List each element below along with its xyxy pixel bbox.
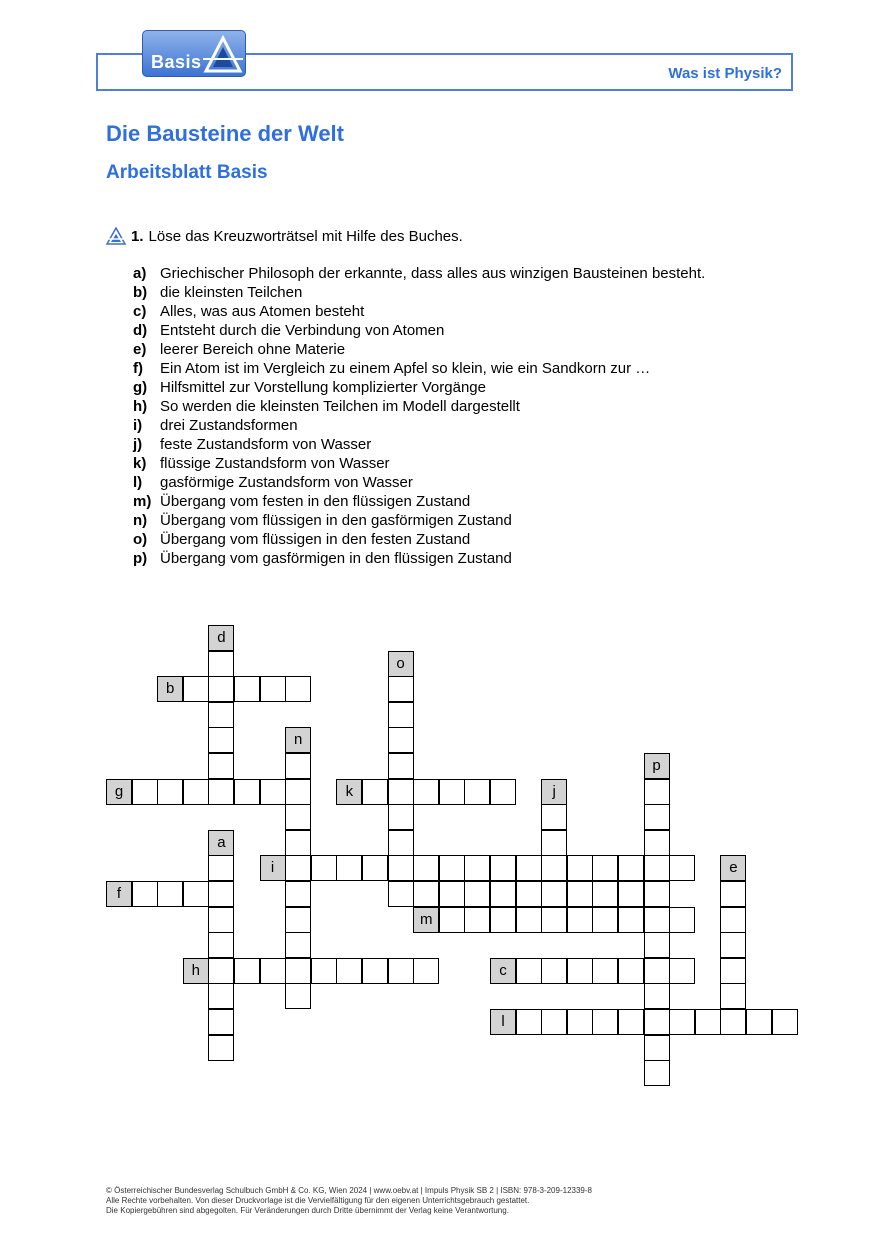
- crossword-cell: [388, 804, 414, 830]
- crossword-cell: [285, 676, 311, 702]
- crossword-cell: [541, 830, 567, 856]
- crossword-cell: [516, 855, 542, 881]
- crossword-cell: [516, 958, 542, 984]
- clue-letter: i): [133, 417, 143, 434]
- page-subtitle: Arbeitsblatt Basis: [106, 162, 268, 183]
- crossword-cell: [260, 958, 286, 984]
- header-subject: Was ist Physik?: [668, 65, 782, 82]
- clue-text: Griechischer Philosoph der erkannte, dass alles aus winzigen Bausteinen besteht.: [160, 265, 706, 282]
- crossword-cell: [413, 855, 439, 881]
- clue-letter: a): [133, 265, 147, 282]
- crossword-cell: [362, 958, 388, 984]
- crossword-cell: [618, 881, 644, 907]
- crossword-cell: [669, 1009, 695, 1035]
- crossword-cell: [567, 958, 593, 984]
- crossword-cell: [516, 907, 542, 933]
- crossword-cell: [592, 855, 618, 881]
- clue-label-cell-g: g: [106, 779, 132, 805]
- clue-label-cell-e: e: [720, 855, 746, 881]
- crossword-cell: [208, 676, 234, 702]
- crossword-cell: [669, 958, 695, 984]
- crossword-cell: [618, 907, 644, 933]
- crossword-cell: [618, 1009, 644, 1035]
- crossword-cell: [439, 881, 465, 907]
- crossword-cell: [490, 779, 516, 805]
- crossword-cell: [208, 753, 234, 779]
- crossword-cell: [208, 907, 234, 933]
- footer-copyright: [106, 1186, 592, 1216]
- clue-item: [133, 416, 705, 435]
- clue-item: [133, 283, 705, 302]
- crossword-cell: [541, 855, 567, 881]
- crossword-cell: [208, 1035, 234, 1061]
- clue-text: Alles, was aus Atomen besteht: [160, 303, 365, 320]
- crossword-cell: [362, 779, 388, 805]
- crossword-cell: [439, 907, 465, 933]
- clue-label-cell-m: m: [413, 907, 439, 933]
- clue-label-cell-k: k: [336, 779, 362, 805]
- crossword-cell: [541, 804, 567, 830]
- crossword-cell: [644, 932, 670, 958]
- clue-text: feste Zustandsform von Wasser: [160, 436, 372, 453]
- crossword-cell: [234, 676, 260, 702]
- clue-text: flüssige Zustandsform von Wasser: [160, 455, 390, 472]
- clue-item: [133, 530, 705, 549]
- crossword-cell: [285, 779, 311, 805]
- crossword-cell: [260, 676, 286, 702]
- clue-label-cell-h: h: [183, 958, 209, 984]
- crossword-cell: [516, 1009, 542, 1035]
- task-number: 1.: [131, 227, 144, 245]
- crossword-cell: [618, 958, 644, 984]
- crossword-cell: [285, 753, 311, 779]
- crossword-cell: [644, 907, 670, 933]
- crossword-cell: [285, 855, 311, 881]
- crossword-cell: [644, 1035, 670, 1061]
- crossword-cell: [644, 958, 670, 984]
- clue-letter: d): [133, 322, 148, 339]
- crossword-cell: [388, 753, 414, 779]
- crossword-cell: [285, 830, 311, 856]
- crossword-cell: [208, 1009, 234, 1035]
- clue-item: [133, 378, 705, 397]
- crossword-cell: [336, 855, 362, 881]
- footer-line: Die Kopiergebühren sind abgegolten. Für Veränderungen durch Dritte übernimmt der Verlag keine Verantwortung.: [106, 1206, 509, 1215]
- clue-item: [133, 435, 705, 454]
- clue-item: [133, 549, 705, 568]
- crossword-cell: [720, 907, 746, 933]
- clue-item: [133, 511, 705, 530]
- clue-text: Übergang vom festen in den flüssigen Zustand: [160, 493, 471, 510]
- clue-item: [133, 397, 705, 416]
- clue-letter: p): [133, 550, 148, 567]
- crossword-cell: [695, 1009, 721, 1035]
- clue-letter: g): [133, 379, 148, 396]
- clue-letter: f): [133, 360, 143, 377]
- crossword-cell: [388, 727, 414, 753]
- crossword-cell: [336, 958, 362, 984]
- crossword-cell: [746, 1009, 772, 1035]
- crossword-cell: [285, 932, 311, 958]
- clue-label-cell-d: d: [208, 625, 234, 651]
- crossword-cell: [183, 676, 209, 702]
- crossword-cell: [644, 881, 670, 907]
- clue-text: So werden die kleinsten Teilchen im Modell dargestellt: [160, 398, 520, 415]
- clue-letter: k): [133, 455, 147, 472]
- clue-letter: c): [133, 303, 147, 320]
- crossword-cell: [208, 702, 234, 728]
- footer-line: © Österreichischer Bundesverlag Schulbuch GmbH & Co. KG, Wien 2024 | www.oebv.at | Impuls Physik SB 2 | ISBN: 978-3-209-12339-8: [106, 1186, 592, 1195]
- crossword-cell: [464, 881, 490, 907]
- crossword-cell: [592, 1009, 618, 1035]
- crossword-cell: [208, 881, 234, 907]
- crossword-cell: [285, 958, 311, 984]
- crossword-cell: [362, 855, 388, 881]
- clue-text: Entsteht durch die Verbindung von Atomen: [160, 322, 445, 339]
- clue-text: Ein Atom ist im Vergleich zu einem Apfel so klein, wie ein Sandkorn zur …: [160, 360, 651, 377]
- crossword-cell: [644, 1060, 670, 1086]
- crossword-cell: [439, 855, 465, 881]
- clue-letter: l): [133, 474, 143, 491]
- clue-label-cell-b: b: [157, 676, 183, 702]
- crossword-cell: [388, 676, 414, 702]
- clue-letter: b): [133, 284, 148, 301]
- crossword-cell: [720, 881, 746, 907]
- crossword-cell: [132, 881, 158, 907]
- crossword-cell: [208, 779, 234, 805]
- crossword-cell: [234, 779, 260, 805]
- crossword-cell: [464, 855, 490, 881]
- crossword-cell: [388, 779, 414, 805]
- clue-letter: o): [133, 531, 148, 548]
- clue-text: Übergang vom flüssigen in den festen Zustand: [160, 531, 471, 548]
- crossword-cell: [644, 804, 670, 830]
- clue-item: [133, 492, 705, 511]
- clue-item: [133, 302, 705, 321]
- crossword-cell: [311, 855, 337, 881]
- crossword-cell: [388, 702, 414, 728]
- crossword-cell: [208, 983, 234, 1009]
- crossword-cell: [644, 855, 670, 881]
- crossword-cell: [644, 830, 670, 856]
- crossword-cell: [157, 779, 183, 805]
- crossword-cell: [669, 855, 695, 881]
- crossword-cell: [644, 779, 670, 805]
- crossword-cell: [183, 779, 209, 805]
- clue-letter: h): [133, 398, 148, 415]
- crossword-cell: [567, 1009, 593, 1035]
- clue-text: leerer Bereich ohne Materie: [160, 341, 346, 358]
- crossword-cell: [388, 958, 414, 984]
- clue-list: [133, 264, 705, 568]
- crossword-cell: [644, 1009, 670, 1035]
- crossword-cell: [311, 958, 337, 984]
- clue-letter: m): [133, 493, 152, 510]
- clue-item: [133, 454, 705, 473]
- crossword-cell: [720, 932, 746, 958]
- crossword-cell: [208, 855, 234, 881]
- crossword-cell: [516, 881, 542, 907]
- crossword-cell: [388, 830, 414, 856]
- footer-line: Alle Rechte vorbehalten. Von dieser Druckvorlage ist die Vervielfältigung für den eigenen Unterrichtsgebrauch gestattet.: [106, 1196, 530, 1205]
- crossword-cell: [413, 881, 439, 907]
- basis-level-icon: [106, 227, 126, 245]
- crossword-cell: [464, 907, 490, 933]
- clue-text: drei Zustandsformen: [160, 417, 298, 434]
- crossword-cell: [413, 779, 439, 805]
- clue-text: die kleinsten Teilchen: [160, 284, 303, 301]
- clue-item: [133, 340, 705, 359]
- crossword-cell: [567, 907, 593, 933]
- clue-letter: j): [133, 436, 143, 453]
- crossword-cell: [388, 855, 414, 881]
- crossword-cell: [592, 907, 618, 933]
- clue-item: [133, 359, 705, 378]
- crossword-cell: [234, 958, 260, 984]
- crossword-cell: [541, 1009, 567, 1035]
- crossword-cell: [157, 881, 183, 907]
- crossword-cell: [592, 881, 618, 907]
- crossword-cell: [208, 958, 234, 984]
- clue-label-cell-a: a: [208, 830, 234, 856]
- clue-label-cell-n: n: [285, 727, 311, 753]
- basis-logo: [142, 30, 246, 77]
- clue-label-cell-f: f: [106, 881, 132, 907]
- clue-text: Übergang vom flüssigen in den gasförmigen Zustand: [160, 512, 512, 529]
- crossword-cell: [618, 855, 644, 881]
- crossword-cell: [541, 881, 567, 907]
- crossword-cell: [720, 1009, 746, 1035]
- crossword-cell: [567, 855, 593, 881]
- crossword-cell: [413, 958, 439, 984]
- crossword-cell: [567, 881, 593, 907]
- clue-item: [133, 264, 705, 283]
- clue-label-cell-c: c: [490, 958, 516, 984]
- crossword-cell: [285, 907, 311, 933]
- crossword-cell: [592, 958, 618, 984]
- clue-label-cell-i: i: [260, 855, 286, 881]
- clue-text: gasförmige Zustandsform von Wasser: [160, 474, 413, 491]
- clue-letter: n): [133, 512, 148, 529]
- task-instruction: [106, 227, 463, 245]
- clue-item: [133, 473, 705, 492]
- clue-text: Hilfsmittel zur Vorstellung komplizierter Vorgänge: [160, 379, 486, 396]
- page-title: Die Bausteine der Welt: [106, 121, 344, 146]
- clue-text: Übergang vom gasförmigen in den flüssigen Zustand: [160, 550, 512, 567]
- crossword-cell: [490, 907, 516, 933]
- crossword-cell: [132, 779, 158, 805]
- crossword-cell: [183, 881, 209, 907]
- crossword-cell: [490, 881, 516, 907]
- crossword-cell: [208, 727, 234, 753]
- crossword-cell: [208, 932, 234, 958]
- clue-label-cell-o: o: [388, 651, 414, 677]
- crossword-cell: [541, 907, 567, 933]
- crossword-cell: [388, 881, 414, 907]
- clue-item: [133, 321, 705, 340]
- crossword-cell: [208, 651, 234, 677]
- clue-label-cell-l: l: [490, 1009, 516, 1035]
- clue-letter: e): [133, 341, 147, 358]
- crossword-cell: [644, 983, 670, 1009]
- clue-label-cell-j: j: [541, 779, 567, 805]
- crossword-cell: [439, 779, 465, 805]
- crossword-cell: [720, 983, 746, 1009]
- clue-label-cell-p: p: [644, 753, 670, 779]
- crossword-cell: [260, 779, 286, 805]
- crossword-cell: [285, 983, 311, 1009]
- logo-text: Basis: [151, 52, 202, 72]
- crossword-cell: [720, 958, 746, 984]
- crossword-cell: [464, 779, 490, 805]
- crossword-cell: [669, 907, 695, 933]
- triangle-logo-icon: [203, 35, 243, 75]
- crossword-cell: [490, 855, 516, 881]
- task-text: Löse das Kreuzworträtsel mit Hilfe des Buches.: [148, 227, 463, 245]
- crossword-cell: [772, 1009, 798, 1035]
- crossword-cell: [541, 958, 567, 984]
- crossword-cell: [285, 881, 311, 907]
- crossword-cell: [285, 804, 311, 830]
